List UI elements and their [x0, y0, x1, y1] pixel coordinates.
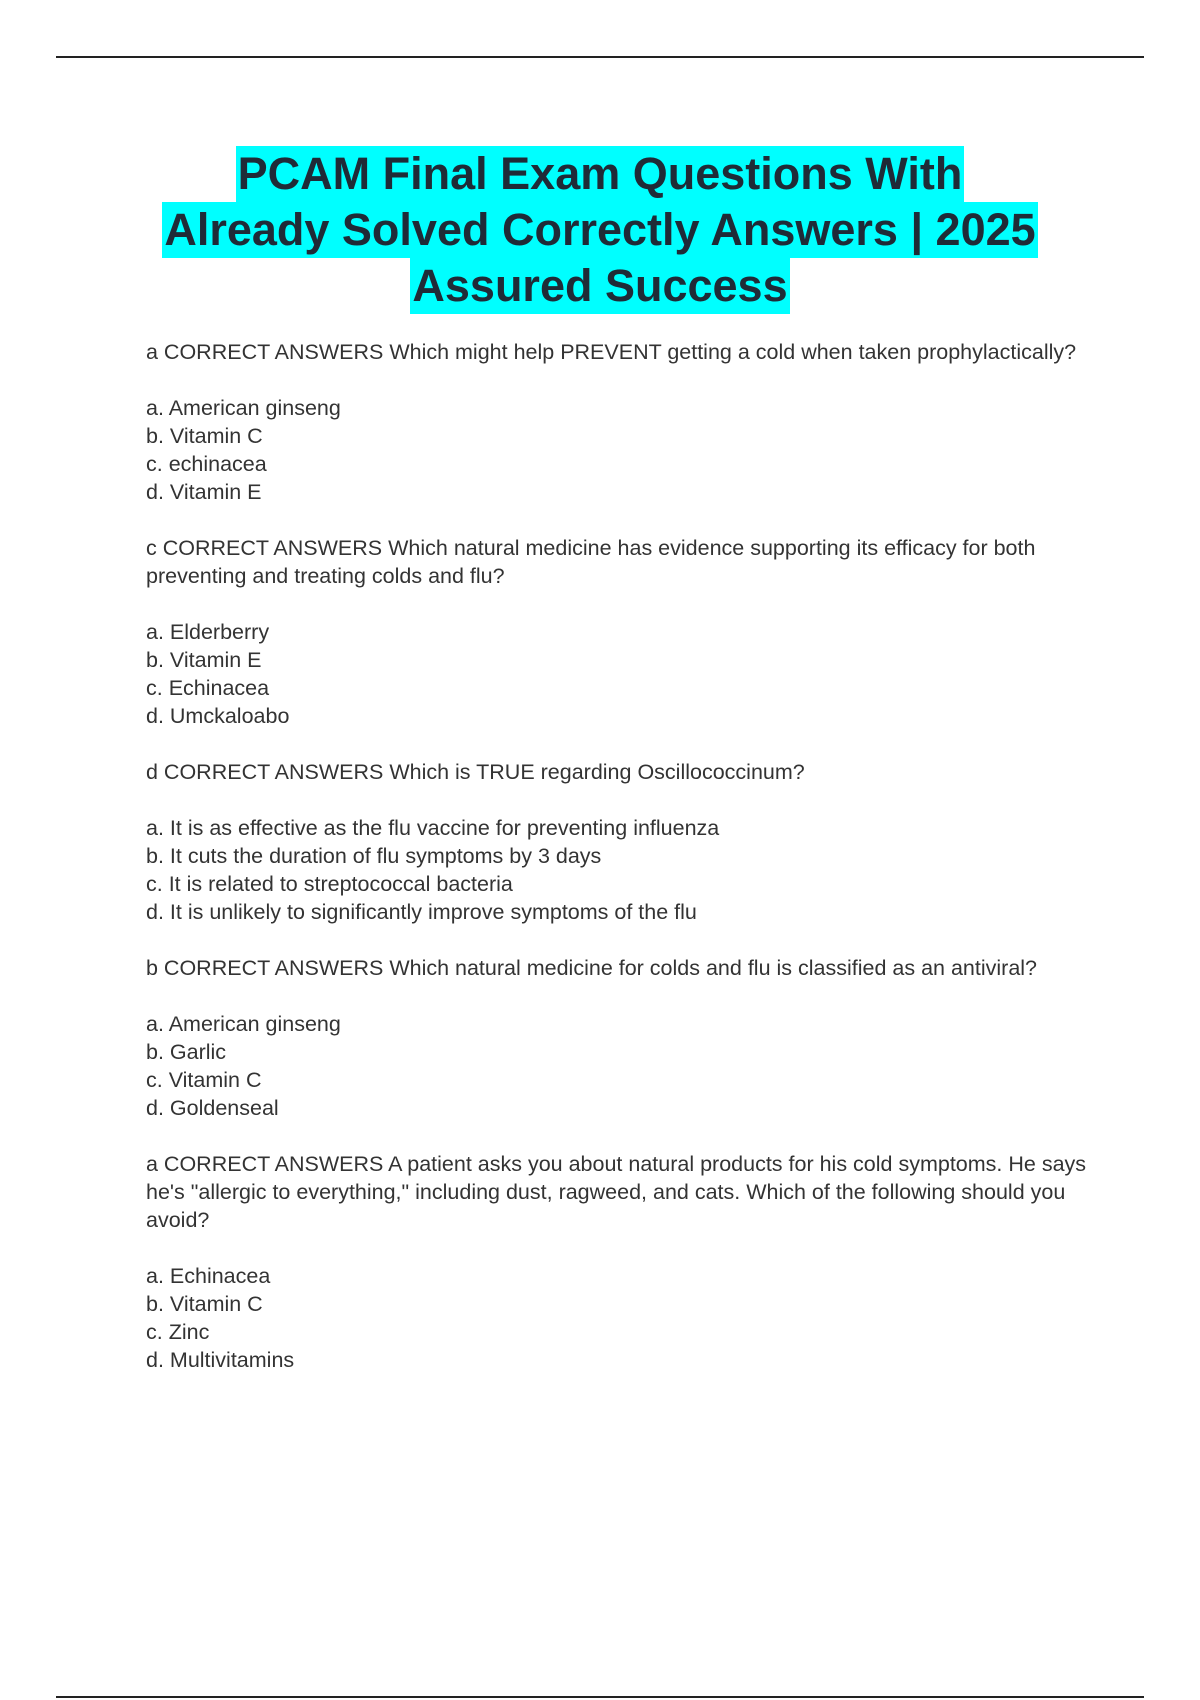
question-text: d CORRECT ANSWERS Which is TRUE regarding Oscillococcinum? [146, 760, 805, 784]
answer-option: a. Elderberry [146, 620, 270, 644]
question-text: a CORRECT ANSWERS Which might help PREVENT getting a cold when taken prophylactically? [146, 340, 1077, 364]
title-line-3: Assured Success [410, 258, 789, 314]
question-block [146, 1150, 1096, 1374]
answer-option: c. echinacea [146, 452, 267, 476]
answer-option: c. Zinc [146, 1320, 210, 1344]
answer-options [146, 1262, 1096, 1374]
answer-options [146, 618, 1096, 730]
answer-option: b. Garlic [146, 1040, 227, 1064]
question-text: b CORRECT ANSWERS Which natural medicine for colds and flu is classified as an antiviral? [146, 956, 1038, 980]
answer-option: b. Vitamin E [146, 648, 262, 672]
question-text: a CORRECT ANSWERS A patient asks you about natural products for his cold symptoms. He says he's "allergic to everything," including dust, ragweed, and cats. Which of the following should you avoid? [146, 1152, 1087, 1232]
question-block [146, 954, 1096, 1122]
answer-option: b. Vitamin C [146, 1292, 263, 1316]
title-line-1: PCAM Final Exam Questions With [236, 146, 965, 202]
answer-option: c. Echinacea [146, 676, 270, 700]
answer-option: a. American ginseng [146, 396, 341, 420]
question-block [146, 534, 1096, 730]
answer-option: c. Vitamin C [146, 1068, 262, 1092]
answer-option: d. Multivitamins [146, 1348, 295, 1372]
question-text: c CORRECT ANSWERS Which natural medicine has evidence supporting its efficacy for both preventing and treating colds and flu? [146, 536, 1036, 588]
title-line-2: Already Solved Correctly Answers | 2025 [162, 202, 1037, 258]
answer-option: a. American ginseng [146, 1012, 341, 1036]
answer-options [146, 814, 1096, 926]
answer-options [146, 1010, 1096, 1122]
top-rule [56, 56, 1144, 58]
answer-options [146, 394, 1096, 506]
question-block [146, 758, 1096, 926]
answer-option: b. It cuts the duration of flu symptoms by 3 days [146, 844, 602, 868]
answer-option: b. Vitamin C [146, 424, 263, 448]
answer-option: d. Vitamin E [146, 480, 262, 504]
answer-option: d. Goldenseal [146, 1096, 279, 1120]
bottom-rule [56, 1696, 1144, 1698]
question-block [146, 338, 1096, 506]
document-title [80, 146, 1120, 314]
answer-option: a. It is as effective as the flu vaccine for preventing influenza [146, 816, 720, 840]
answer-option: c. It is related to streptococcal bacteria [146, 872, 513, 896]
answer-option: d. Umckaloabo [146, 704, 290, 728]
question-list [146, 338, 1096, 1402]
answer-option: a. Echinacea [146, 1264, 271, 1288]
answer-option: d. It is unlikely to significantly improve symptoms of the flu [146, 900, 697, 924]
